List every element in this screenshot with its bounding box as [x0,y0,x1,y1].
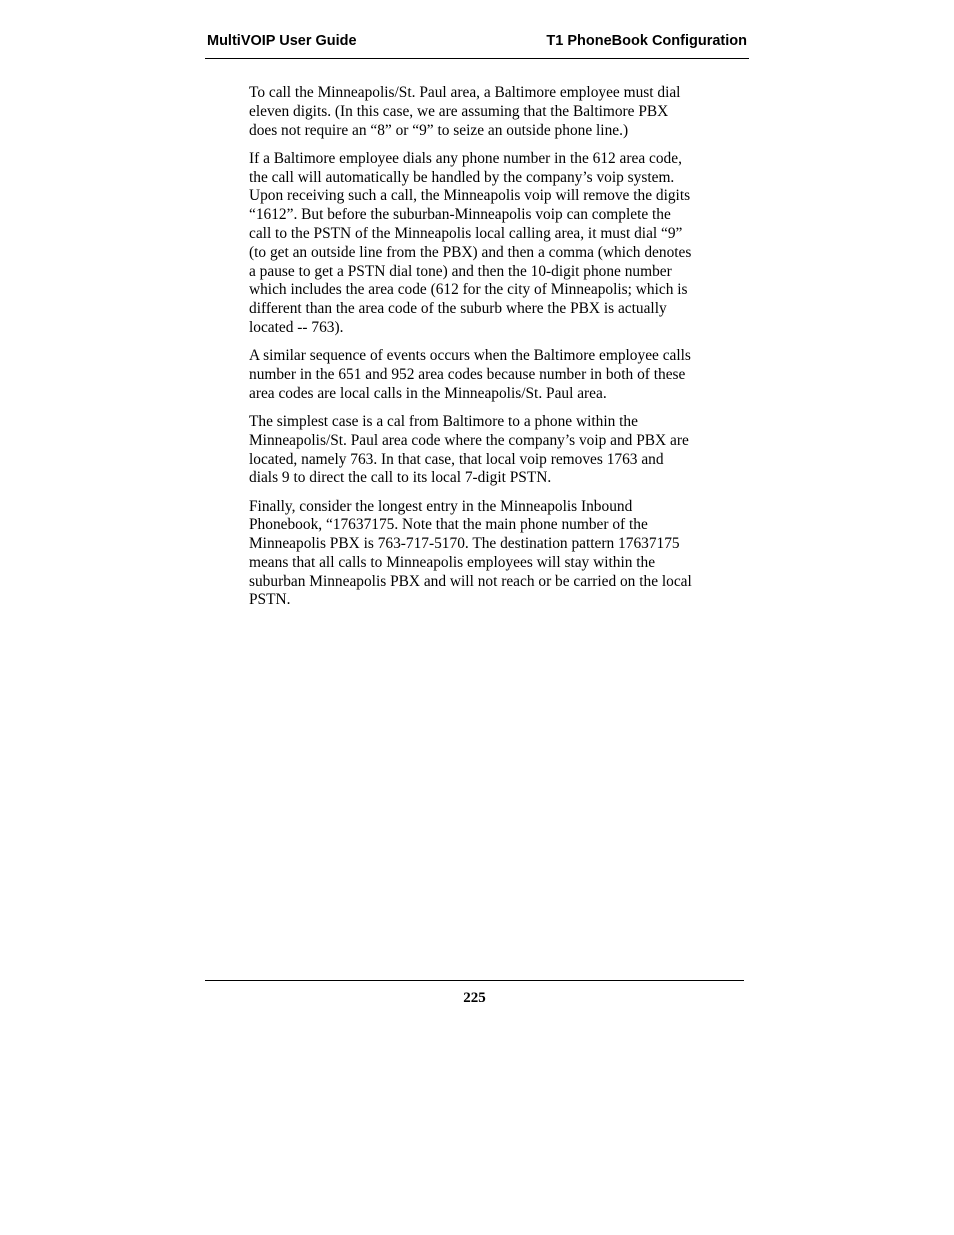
paragraph-3: A similar sequence of events occurs when the Baltimore employee calls number in the 651 and 952 area codes because number in both of these area codes are local calls in the Minneapolis/St. Paul area. [249,347,691,402]
page-number: 225 [463,990,486,1006]
paragraph-1: To call the Minneapolis/St. Paul area, a Baltimore employee must dial eleven digits. (In this case, we are assuming that the Baltimore PBX does not require an “8” or “9” to seize an outside phone line.) [249,84,681,139]
header-title: MultiVOIP User Guide [207,33,357,49]
footer-divider [205,980,744,981]
paragraph-4: The simplest case is a cal from Baltimore to a phone within the Minneapolis/St. Paul area code where the company’s voip and PBX are located, namely 763. In that case, that local voip removes 1763 and dials 9 to direct the call to its local 7-digit PSTN. [249,412,689,487]
page-header [207,33,747,57]
body-text [249,84,747,620]
paragraph-2: If a Baltimore employee dials any phone number in the 612 area code, the call will automatically be handled by the company’s voip system. Upon receiving such a call, the Minneapolis voip will remove the digits “1612”. But before the suburban-Minneapolis voip can complete the call to the PSTN of the Minneapolis local calling area, it must dial “9” (to get an outside line from the PBX) and then a comma (which denotes a pause to get a PSTN dial tone) and then the 10-digit phone number which includes the area code (612 for the city of Minneapolis; which is different than the area code of the suburb where the PBX is actually located -- 763). [249,149,692,336]
header-divider [205,58,749,59]
header-section: T1 PhoneBook Configuration [546,33,747,49]
paragraph-5: Finally, consider the longest entry in the Minneapolis Inbound Phonebook, “17637175. Note that the main phone number of the Minneapolis PBX is 763-717-5170. The destination pattern 17637175 means that all calls to Minneapolis employees will stay within the suburban Minneapolis PBX and will not reach or be carried on the local PSTN. [249,497,692,609]
